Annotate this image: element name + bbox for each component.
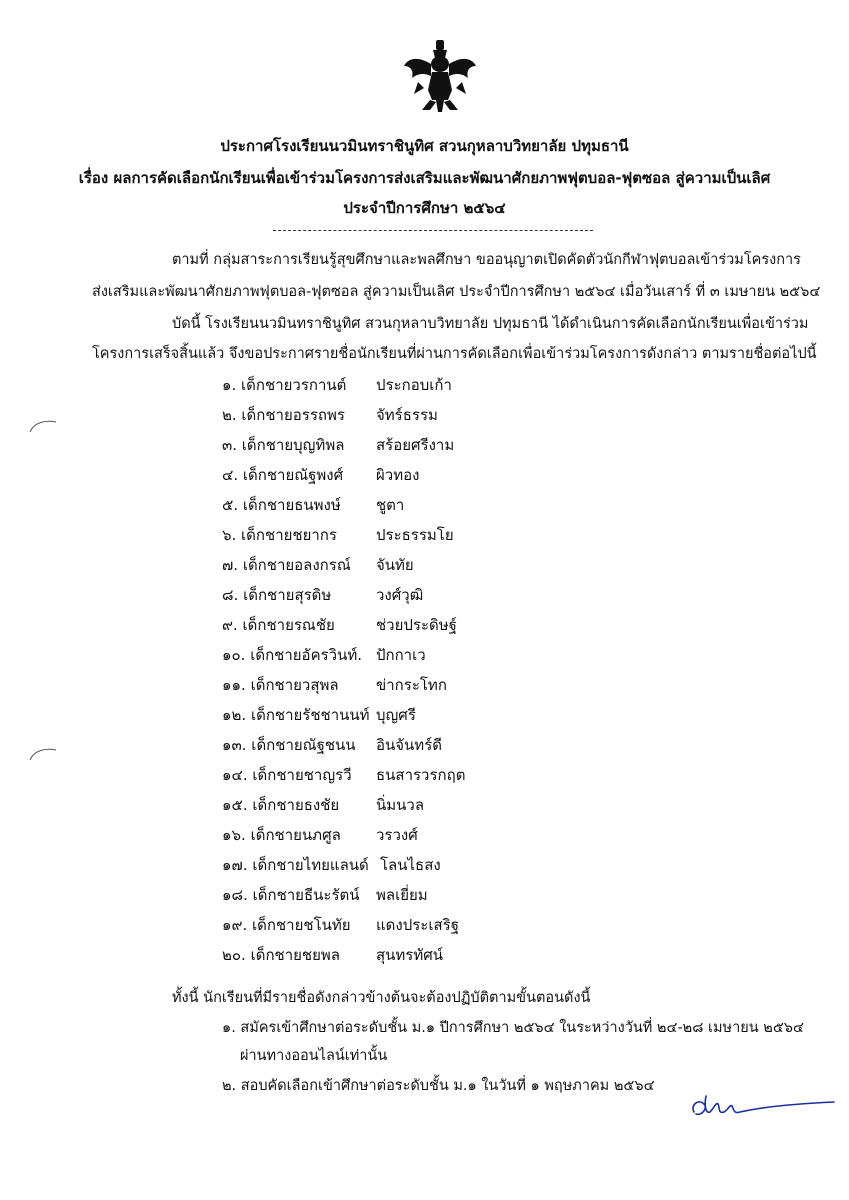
student-last-name: ผิวทอง	[376, 466, 420, 484]
academic-year: ประจำปีการศึกษา ๒๕๖๔	[343, 199, 506, 217]
student-last-name: สุนทรทัศน์	[376, 946, 444, 964]
student-last-name: แดงประเสริฐ	[376, 916, 459, 934]
student-last-name: โลนไธสง	[380, 856, 441, 874]
announcement-subject: เรื่อง ผลการคัดเลือกนักเรียนเพื่อเข้าร่วมโครงการส่งเสริมและพัฒนาศักยภาพฟุตบอล-ฟุตซอล สู่ความเป็นเลิศ	[78, 169, 771, 187]
student-last-name: จัทร์ธรรม	[376, 406, 438, 424]
student-last-name: สร้อยศรีงาม	[376, 436, 455, 454]
student-first-name: ๑๙. เด็กชายชโนทัย	[222, 916, 351, 934]
student-last-name: ประธรรมโย	[376, 526, 454, 544]
student-first-name: ๒. เด็กชายอรรถพร	[222, 406, 345, 424]
student-first-name: ๑. เด็กชายวรกานต์	[222, 376, 347, 394]
student-first-name: ๑๘. เด็กชายธีนะรัตน์	[222, 886, 360, 904]
student-last-name: ช่วยประดิษฐ์	[376, 616, 457, 634]
student-last-name: อินจันทร์ดี	[376, 736, 442, 754]
student-first-name: ๑๒. เด็กชายรัชชานนท์	[222, 706, 370, 724]
student-first-name: ๑๓. เด็กชายณัฐชนน	[222, 736, 356, 754]
step-1-line-2: ผ่านทางออนไลน์เท่านั้น	[240, 1048, 388, 1064]
student-first-name: ๒๐. เด็กชายชยพล	[222, 946, 340, 964]
student-last-name: พลเยี่ยม	[376, 886, 428, 904]
paragraph-3: ทั้งนี้ นักเรียนที่มีรายชื่อดังกล่าวข้างต้นจะต้องปฏิบัติตามขั้นตอนดังนี้	[172, 990, 591, 1006]
paragraph-2-line-2: โครงการเสร็จสิ้นแล้ว จึงขอประกาศรายชื่อนักเรียนที่ผ่านการคัดเลือกเพื่อเข้าร่วมโครงการดังกล่าว ตามรายชื่อต่อไปนี้	[92, 346, 817, 362]
student-first-name: ๑๔. เด็กชายชาญรวี	[222, 766, 352, 784]
student-last-name: ชูตา	[376, 496, 405, 514]
student-last-name: จันทัย	[376, 556, 414, 574]
divider	[273, 230, 593, 231]
student-last-name: ธนสารวรกฤต	[376, 766, 466, 784]
student-first-name: ๕. เด็กชายธนพงษ์	[222, 496, 341, 514]
step-1-line-1: ๑. สมัครเข้าศึกษาต่อระดับชั้น ม.๑ ปีการศึกษา ๒๕๖๔ ในระหว่างวันที่ ๒๔-๒๘ เมษายน ๒๕๖๔	[222, 1020, 804, 1036]
paragraph-1-line-2: ส่งเสริมและพัฒนาศักยภาพฟุตบอล-ฟุตซอล สู่ความเป็นเลิศ ประจำปีการศึกษา ๒๕๖๔ เมื่อวันเสาร์ ที่ ๓ เมษายน ๒๕๖๔	[92, 284, 821, 300]
student-first-name: ๑๗. เด็กชายไทยแลนด์	[222, 856, 369, 874]
announcement-title: ประกาศโรงเรียนนวมินทราชินูทิศ สวนกุหลาบวิทยาลัย ปทุมธานี	[220, 137, 629, 155]
student-first-name: ๓. เด็กชายบุญทิพล	[222, 436, 345, 454]
student-first-name: ๔. เด็กชายณัฐพงศ์	[222, 466, 344, 484]
step-2: ๒. สอบคัดเลือกเข้าศึกษาต่อระดับชั้น ม.๑ ในวันที่ ๑ พฤษภาคม ๒๕๖๔	[222, 1078, 655, 1094]
student-first-name: ๑๖. เด็กชายนภศูล	[222, 826, 341, 844]
student-first-name: ๑๐. เด็กชายอัครวินท์.	[222, 646, 362, 664]
student-first-name: ๑๕. เด็กชายธงชัย	[222, 796, 340, 814]
punch-hole-mark-icon	[28, 746, 58, 762]
student-last-name: ประกอบเก้า	[376, 376, 452, 394]
paragraph-2-line-1: บัดนี้ โรงเรียนนวมินทราชินูทิศ สวนกุหลาบวิทยาลัย ปทุมธานี ได้ดำเนินการคัดเลือกนักเรียนเพื่อเข้าร่วม	[172, 316, 809, 332]
student-first-name: ๙. เด็กชายรณชัย	[222, 616, 335, 634]
paragraph-1-line-1: ตามที่ กลุ่มสาระการเรียนรู้สุขศึกษาและพลศึกษา ขออนุญาตเปิดคัดตัวนักกีฬาฟุตบอลเข้าร่วมโครงการ	[172, 252, 801, 268]
student-last-name: ข่ากระโทก	[376, 676, 447, 694]
student-last-name: ปักกาเว	[376, 646, 426, 664]
student-last-name: นิ่มนวล	[376, 796, 425, 814]
student-last-name: วงศ์วุฒิ	[376, 586, 424, 604]
signature-icon	[688, 1088, 838, 1128]
garuda-emblem-icon	[400, 38, 480, 118]
student-last-name: วรวงศ์	[376, 826, 418, 844]
student-last-name: บุญศรี	[376, 706, 416, 724]
punch-hole-mark-icon	[28, 418, 58, 434]
student-first-name: ๘. เด็กชายสุรดิษ	[222, 586, 332, 604]
student-first-name: ๖. เด็กชายชยากร	[222, 526, 337, 544]
student-first-name: ๑๑. เด็กชายวสุพล	[222, 676, 339, 694]
student-first-name: ๗. เด็กชายอลงกรณ์	[222, 556, 351, 574]
